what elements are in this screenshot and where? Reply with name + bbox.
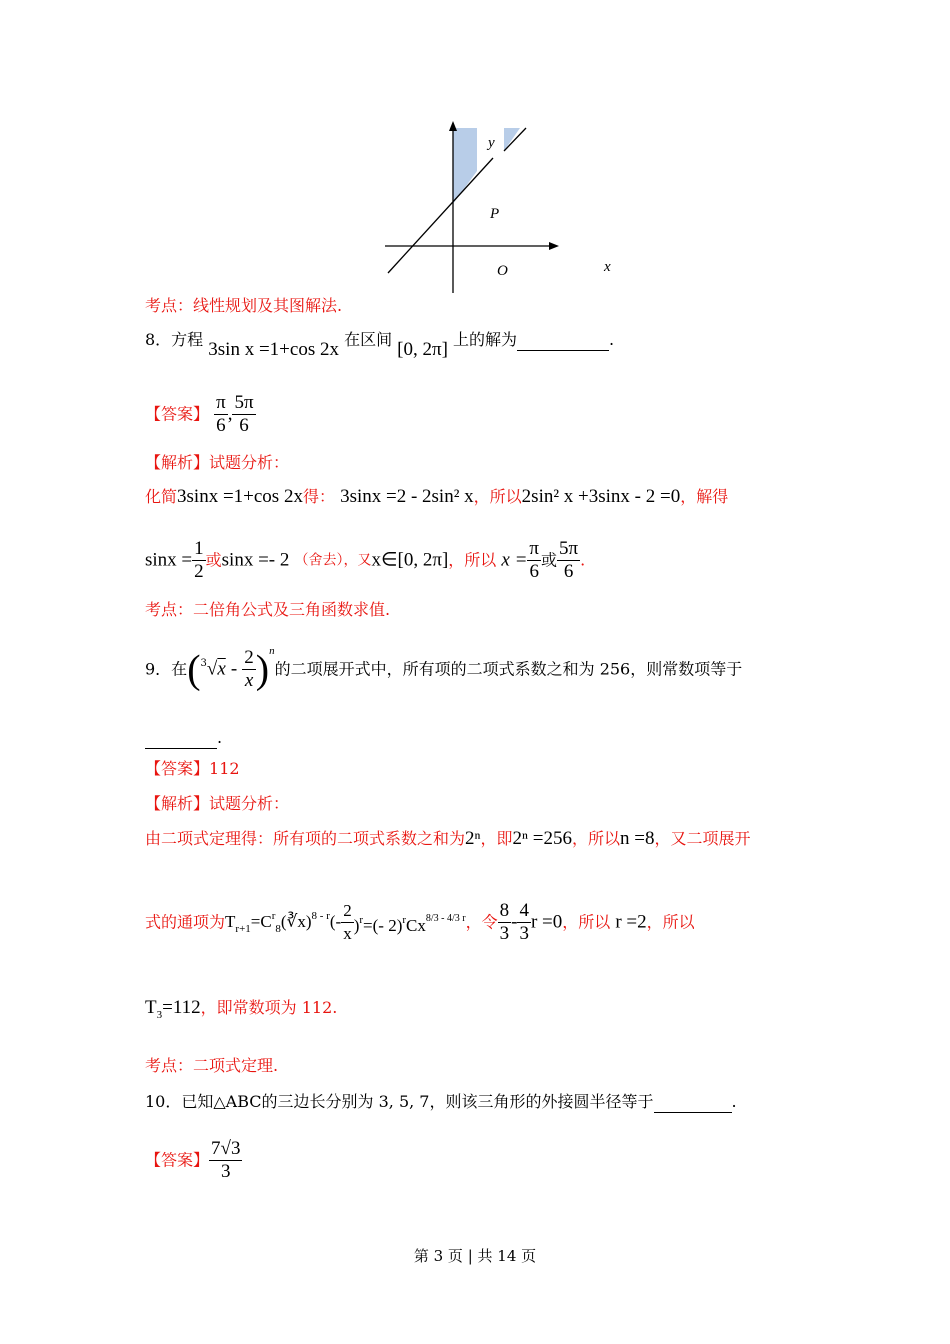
frac-den: 3 [220, 1161, 231, 1182]
q8-solution-line-1 [145, 487, 728, 507]
equation: r =2 [615, 911, 647, 933]
frac-num: 5π [234, 392, 254, 413]
q8-answer-frac-2 [232, 392, 255, 437]
mid: (- [329, 912, 342, 931]
equation: 2sin² x +3sinx - 2 =0 [521, 486, 681, 507]
q10-answer-tag: 【答案】 [145, 1150, 210, 1170]
text: ，又二项展开 [654, 829, 751, 848]
frac-den: 2 [194, 561, 204, 582]
frac-den: 3 [499, 923, 510, 944]
q9-blank [145, 728, 217, 749]
eq: =112 [162, 997, 201, 1018]
minus: - [511, 911, 518, 933]
q9-jiexi-tag: 【解析】试题分析： [145, 794, 290, 813]
q10-answer-frac [209, 1138, 242, 1183]
q8-end: . [609, 330, 615, 349]
boundary-line-lower [388, 158, 493, 273]
frac [498, 900, 512, 945]
text: ，所以 [448, 550, 497, 570]
q10-answer [145, 1138, 242, 1183]
frac-den: x [244, 670, 254, 691]
frac-num: 8 [499, 900, 510, 921]
q9-kaodian: 考点：二项式定理. [145, 1056, 279, 1075]
q9-answer-tag: 【答案】 [145, 759, 210, 778]
frac [341, 900, 354, 945]
radicand: x [217, 658, 226, 680]
text: ，所以 [646, 912, 695, 932]
root-index: 3 [200, 657, 207, 669]
x-exponent: 8/3 - 4/3 r [425, 913, 466, 924]
q8-solution-line-2 [145, 538, 585, 583]
frac-den: 3 [519, 923, 529, 944]
text: ，所以 [571, 829, 620, 848]
text: 化简 [145, 487, 178, 506]
sup: r [271, 910, 276, 922]
q8-kaodian: 考点：二倍角公式及三角函数求值. [145, 600, 391, 619]
q8-mid: 在区间 [344, 330, 393, 349]
q8-answer-frac-1 [214, 392, 228, 437]
sup: r [402, 914, 407, 926]
T: T [225, 912, 236, 931]
frac [517, 900, 531, 945]
q9-answer-value: 112 [209, 759, 240, 778]
q10-end: . [731, 1092, 737, 1111]
label-P: P [490, 206, 500, 222]
q8-blank [517, 330, 609, 351]
equation: x = [501, 549, 528, 571]
text: 式的通项为 [145, 912, 226, 932]
C: C [406, 916, 418, 935]
equation: sinx =- 2 [221, 549, 290, 571]
q9-solution-line-3 [145, 998, 337, 1025]
x-axis-arrow [549, 242, 559, 250]
equation: 2ⁿ [465, 828, 481, 849]
frac-num: 7√3 [211, 1138, 241, 1159]
q9-expression: ($^3$√x - $\frac{2}{x}$ )$^n$ [187, 645, 275, 692]
frac-den: 6 [239, 415, 249, 436]
text: ，令 [465, 912, 498, 932]
equation: sinx = [145, 549, 193, 571]
x: x [417, 916, 426, 935]
text: . [580, 550, 586, 570]
feasible-region-right [504, 128, 520, 151]
text: ，所以 [473, 487, 522, 506]
equation: n =8 [619, 828, 655, 849]
text: 由二项式定理得：所有项的二项式系数之和为 [145, 829, 466, 848]
frac-num: π [529, 538, 539, 559]
T: T [145, 997, 157, 1018]
label-y: y [488, 135, 495, 151]
q10-stem [145, 1092, 737, 1113]
q8-answer [145, 392, 256, 437]
page-footer: 第 3 页 | 共 14 页 [413, 1247, 537, 1265]
q7-kaodian: 考点：线性规划及其图解法. [145, 296, 343, 315]
text: ，所以 [562, 912, 611, 932]
q9-stem-text: 的二项展开式中，所有项的二项式系数之和为 256，则常数项等于 [274, 659, 743, 679]
text: 得： [302, 487, 335, 506]
text: （舍去），又 [294, 552, 372, 569]
q9-stem [145, 647, 742, 692]
q9-answer [145, 759, 240, 779]
minus: - [230, 658, 238, 680]
equation: 3sinx =1+cos 2x [177, 486, 303, 507]
frac [527, 538, 541, 583]
q8-interval: [0, 2π] [397, 339, 448, 360]
exponent: n [269, 645, 275, 657]
q9-blank-line [145, 728, 222, 749]
equation: 3sinx =2 - 2sin² x [340, 486, 474, 507]
q8-stem [145, 330, 615, 360]
frac-num: π [216, 392, 226, 413]
q8-equation: 3sin x =1+cos 2x [208, 339, 339, 360]
root: (∛x) [280, 912, 312, 931]
label-x: x [604, 259, 611, 275]
eq2: =(- 2) [363, 916, 403, 935]
equation: x∈[0, 2π] [371, 549, 449, 571]
sub: r+1 [235, 923, 251, 935]
frac-num: 2 [341, 900, 354, 923]
comma: , [227, 403, 233, 425]
frac-den: 6 [563, 561, 574, 582]
sup: r [359, 914, 364, 926]
frac-num: 4 [519, 900, 529, 921]
text: ，解得 [680, 487, 729, 506]
sub: 3 [156, 1009, 163, 1021]
q10-blank [654, 1092, 732, 1113]
text: ，即常数项为 112. [200, 998, 338, 1017]
frac [192, 538, 206, 583]
q9-number: 9．在 [145, 659, 188, 679]
frac-num: 2 [244, 647, 254, 668]
eq: =C [250, 912, 272, 931]
linear-programming-figure [380, 118, 630, 298]
q9-solution-line-2: 式的通项为$T_{r+1}=C^r_8(∛x)^{8 - r}(-$ $\frac{2}{x}$ )$^r$=(- $2)^rCx^{8/3 - 4/3 r}$，令 $\frac{8}{3}$ - $\frac{4}{3}$ r =0，所以 r =2，所以 [145, 900, 695, 944]
q8-jiexi-tag: 【解析】试题分析： [145, 453, 290, 472]
q8-tail: 上的解为 [453, 330, 518, 349]
equation: 2ⁿ =256 [512, 828, 572, 849]
text: 或 [541, 550, 558, 570]
frac [557, 538, 580, 583]
frac-num: 1 [194, 538, 204, 559]
frac-den: x [343, 924, 352, 943]
q8-answer-tag: 【答案】 [145, 404, 210, 424]
q9-solution-line-1 [145, 829, 750, 849]
frac [242, 647, 256, 692]
q9-end: . [217, 728, 223, 747]
label-O: O [497, 263, 508, 279]
q10-stem-text: 10．已知△ABC的三边长分别为 3, 5, 7，则该三角形的外接圆半径等于 [145, 1092, 654, 1111]
q8-number: 8．方程 [145, 330, 204, 349]
frac-den: 6 [529, 561, 539, 582]
sup: 8 - r [311, 910, 330, 922]
sub: 8 [275, 923, 281, 935]
text: 或 [205, 550, 222, 570]
y-axis-arrow [449, 121, 457, 131]
equation: r =0 [530, 911, 563, 933]
text: ，即 [480, 829, 513, 848]
frac-den: 6 [216, 415, 226, 436]
frac-num: 5π [559, 538, 579, 559]
feasible-region-left [453, 128, 477, 204]
